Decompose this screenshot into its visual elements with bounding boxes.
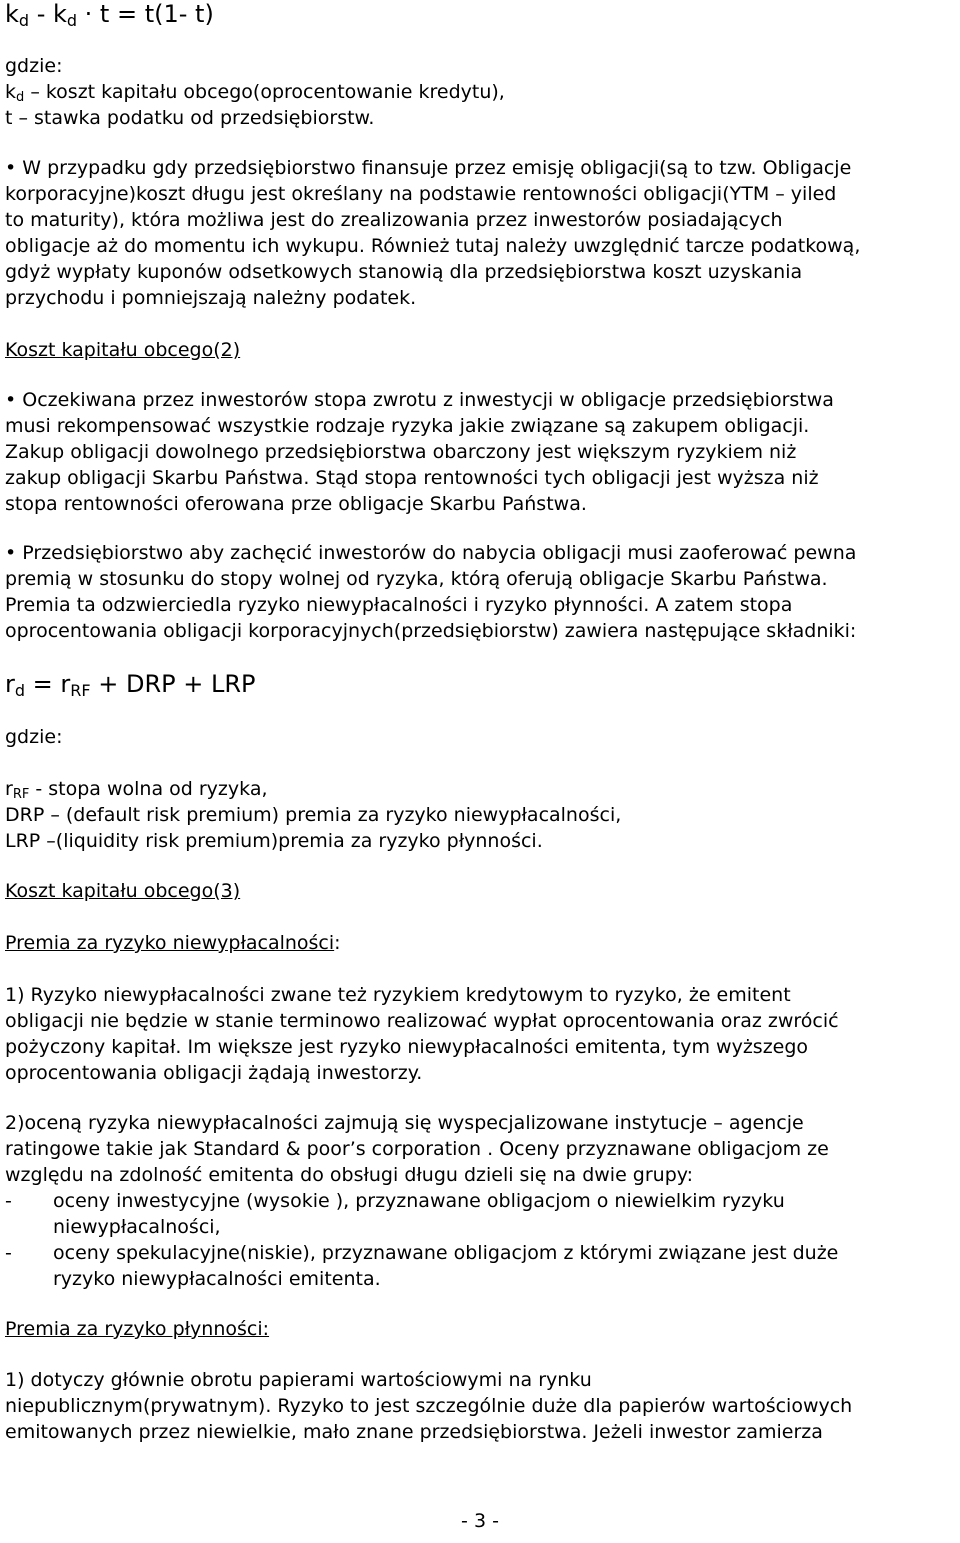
lrp-definition: LRP –(liquidity risk premium)premia za ryzyko płynności.: [5, 830, 543, 852]
bullet: •: [5, 157, 17, 179]
page-number: - 3 -: [461, 1510, 499, 1532]
paragraph-line: korporacyjne)koszt długu jest określany na podstawie rentowności obligacji(YTM – yiled: [5, 183, 837, 205]
paragraph-line: niepublicznym(prywatnym). Ryzyko to jest szczególnie duże dla papierów wartościowych: [5, 1395, 853, 1417]
paragraph-line: obligacji nie będzie w stanie terminowo realizować wypłat oprocentowania oraz zwrócić: [5, 1010, 839, 1032]
t-definition: t – stawka podatku od przedsiębiorstw.: [5, 107, 375, 129]
paragraph-line: stopa rentowności oferowana prze obligacje Skarbu Państwa.: [5, 493, 587, 515]
list-item: - oceny inwestycyjne (wysokie ), przyznawane obligacjom o niewielkim ryzyku: [5, 1190, 785, 1212]
section-heading-3: Koszt kapitału obcego(3): [5, 880, 241, 902]
paragraph-line: zakup obligacji Skarbu Państwa. Stąd stopa rentowności tych obligacji jest wyższa niż: [5, 467, 819, 489]
paragraph-line: ratingowe takie jak Standard & poor’s corporation . Oceny przyznawane obligacjom ze: [5, 1138, 829, 1160]
paragraph-line: to maturity), która możliwa jest do zrealizowania przez inwestorów posiadających: [5, 209, 783, 231]
list-item: - oceny spekulacyjne(niskie), przyznawane obligacjom z którymi związane jest duże: [5, 1242, 839, 1264]
paragraph-line: obligacje aż do momentu ich wykupu. Również tutaj należy uwzględnić tarcze podatkową,: [5, 235, 861, 257]
gdzie-label: gdzie:: [5, 726, 63, 748]
paragraph-line: przychodu i pomniejszają należny podatek.: [5, 287, 417, 309]
list-item-continuation: ryzyko niewypłacalności emitenta.: [53, 1268, 381, 1290]
bullet: •: [5, 542, 17, 564]
dash-marker: -: [5, 1190, 12, 1212]
sub-heading-default-risk: Premia za ryzyko niewypłacalności:: [5, 932, 341, 954]
paragraph-line: • Przedsiębiorstwo aby zachęcić inwestorów do nabycia obligacji musi zaoferować pewna: [5, 542, 857, 564]
paragraph-line: gdyż wypłaty kuponów odsetkowych stanowią dla przedsiębiorstwa koszt uzyskania: [5, 261, 803, 283]
paragraph-line: oprocentowania obligacji korporacyjnych(przedsiębiorstw) zawiera następujące składniki:: [5, 620, 857, 642]
paragraph-line: względu na zdolność emitenta do obsługi długu dzieli się na dwie grupy:: [5, 1164, 694, 1186]
paragraph-line: Premia ta odzwierciedla ryzyko niewypłacalności i ryzyko płynności. A zatem stopa: [5, 594, 793, 616]
paragraph-line: 1) Ryzyko niewypłacalności zwane też ryzykiem kredytowym to ryzyko, że emitent: [5, 984, 791, 1006]
gdzie-label: gdzie:: [5, 55, 63, 77]
kd-definition: $k_d$ – koszt kapitału obcego(oprocentowanie kredytu),: [5, 81, 505, 105]
drp-definition: DRP – (default risk premium) premia za ryzyko niewypłacalności,: [5, 804, 622, 826]
bullet: •: [5, 389, 17, 411]
dash-marker: -: [5, 1242, 12, 1264]
paragraph-line: emitowanych przez niewielkie, mało znane przedsiębiorstwa. Jeżeli inwestor zamierza: [5, 1421, 823, 1443]
section-heading-2: Koszt kapitału obcego(2): [5, 339, 241, 361]
paragraph-line: 2)oceną ryzyka niewypłacalności zajmują się wyspecjalizowane instytucje – agencje: [5, 1112, 804, 1134]
formula-rd: rd = rRF + DRP + LRP: [5, 670, 256, 700]
formula-kd-after-tax: kd - kd · t = t(1- t): [5, 0, 214, 30]
paragraph-line: premią w stosunku do stopy wolnej od ryzyka, którą oferują obligacje Skarbu Państwa.: [5, 568, 828, 590]
paragraph-line: • Oczekiwana przez inwestorów stopa zwrotu z inwestycji w obligacje przedsiębiorstwa: [5, 389, 834, 411]
paragraph-line: • W przypadku gdy przedsiębiorstwo finansuje przez emisję obligacji(są to tzw. Obligacje: [5, 157, 852, 179]
paragraph-line: 1) dotyczy głównie obrotu papierami wartościowymi na rynku: [5, 1369, 592, 1391]
paragraph-line: oprocentowania obligacji żądają inwestorzy.: [5, 1062, 423, 1084]
rf-definition: $r_{RF}$ - stopa wolna od ryzyka,: [5, 778, 268, 802]
paragraph-line: musi rekompensować wszystkie rodzaje ryzyka jakie związane są zakupem obligacji.: [5, 415, 810, 437]
paragraph-line: Zakup obligacji dowolnego przedsiębiorstwa obarczony jest większym ryzykiem niż: [5, 441, 797, 463]
sub-heading-liquidity-risk: Premia za ryzyko płynności:: [5, 1318, 270, 1340]
list-item-continuation: niewypłacalności,: [53, 1216, 221, 1238]
paragraph-line: pożyczony kapitał. Im większe jest ryzyko niewypłacalności emitenta, tym wyższego: [5, 1036, 809, 1058]
